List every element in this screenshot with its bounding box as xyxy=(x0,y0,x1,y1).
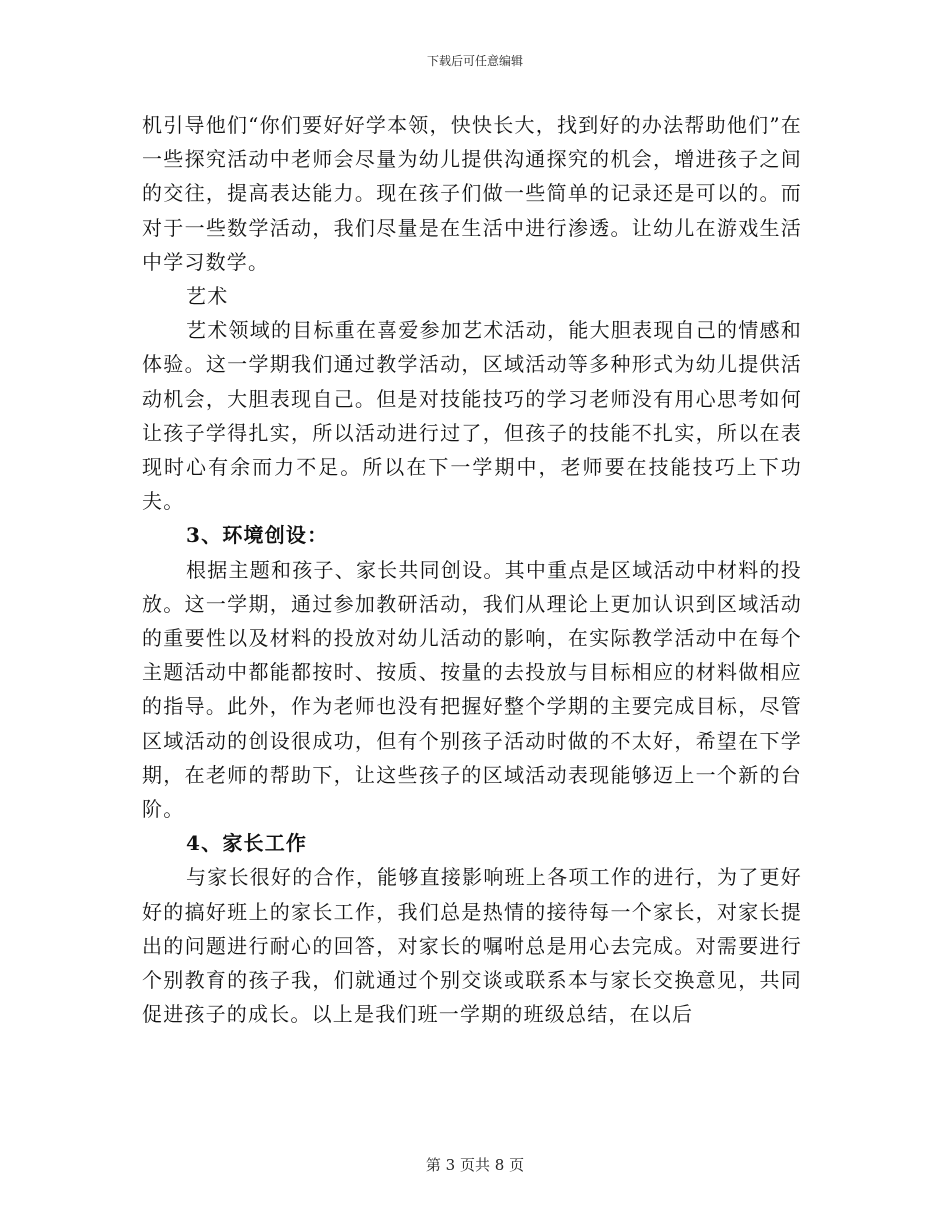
document-body xyxy=(142,108,802,1031)
heading-parent-work: 4、家长工作 xyxy=(186,831,308,856)
paragraph-parent-work: 与家长很好的合作，能够直接影响班上各项工作的进行，为了更好好的搞好班上的家长工作，我们总是热情的接待每一个家长，对家长提出的问题进行耐心的回答，对家长的嘱咐总是用心去完成。对需要进行个别教育的孩子我，们就通过个别交谈或联系本与家长交换意见，共同促进孩子的成长。以上是我们班一学期的班级总结，在以后 xyxy=(142,865,802,1027)
paragraph-continuation: 机引导他们“你们要好好学本领，快快长大，找到好的办法帮助他们”在一些探究活动中老师会尽量为幼儿提供沟通探究的机会，增进孩子之间的交往，提高表达能力。现在孩子们做一些简单的记录还是可以的。而对于一些数学活动，我们尽量是在生活中进行渗透。让幼儿在游戏生活中学习数学。 xyxy=(142,113,802,274)
heading-environment: 3、环境创设： xyxy=(186,523,329,548)
subheading-art: 艺术 xyxy=(186,284,229,309)
page-header: 下载后可任意编辑 xyxy=(426,54,523,68)
paragraph-art: 艺术领域的目标重在喜爱参加艺术活动，能大胆表现自己的情感和体验。这一学期我们通过教学活动，区域活动等多种形式为幼儿提供活动机会，大胆表现自己。但是对技能技巧的学习老师没有用心思考如何让孩子学得扎实，所以活动进行过了，但孩子的技能不扎实，所以在表现时心有余而力不足。所以在下一学期中，老师要在技能技巧上下功夫。 xyxy=(142,318,802,514)
page-footer: 第 3 页共 8 页 xyxy=(425,1156,525,1174)
paragraph-environment: 根据主题和孩子、家长共同创设。其中重点是区域活动中材料的投放。这一学期，通过参加教研活动，我们从理论上更加认识到区域活动的重要性以及材料的投放对幼儿活动的影响，在实际教学活动中在每个主题活动中都能都按时、按质、按量的去投放与目标相应的材料做相应的指导。此外，作为老师也没有把握好整个学期的主要完成目标，尽管区域活动的创设很成功，但有个别孩子活动时做的不太好，希望在下学期，在老师的帮助下，让这些孩子的区域活动表现能够迈上一个新的台阶。 xyxy=(142,557,802,822)
